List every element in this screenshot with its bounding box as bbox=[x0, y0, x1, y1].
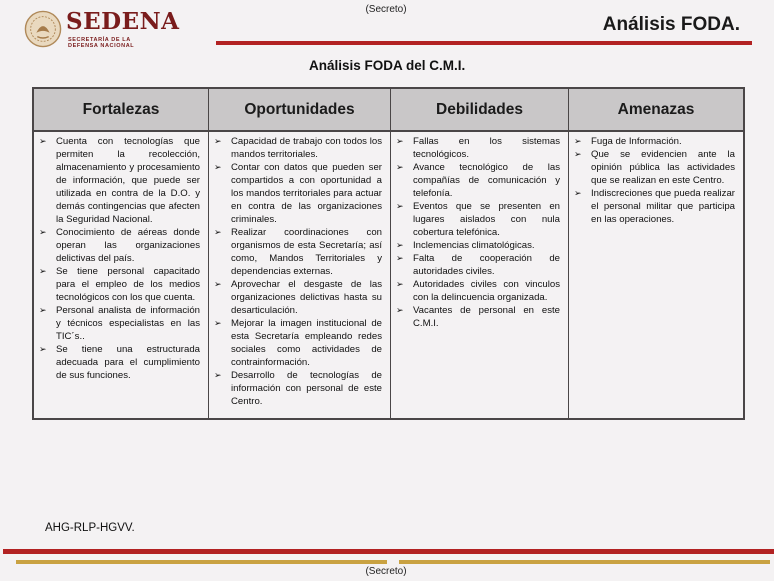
oportunidades-list bbox=[214, 135, 382, 408]
arrow-bullet-icon: ➢ bbox=[39, 344, 47, 354]
arrow-bullet-icon: ➢ bbox=[214, 318, 222, 328]
arrow-bullet-icon: ➢ bbox=[396, 253, 404, 263]
arrow-bullet-icon: ➢ bbox=[39, 266, 47, 276]
list-item-text: Avance tecnológico de las compañías de comunicación y telefonía. bbox=[413, 162, 560, 199]
list-item bbox=[396, 278, 560, 304]
arrow-bullet-icon: ➢ bbox=[396, 136, 404, 146]
arrow-bullet-icon: ➢ bbox=[39, 227, 47, 237]
list-item bbox=[214, 278, 382, 317]
list-item-text: Realizar coordinaciones con organismos de esta Secretaría; así como, Mandos Territoriales y dependencias externas. bbox=[231, 227, 382, 277]
list-item-text: Inclemencias climatológicas. bbox=[413, 240, 535, 251]
column-header-debilidades: Debilidades bbox=[391, 89, 569, 132]
classification-label-bottom: (Secreto) bbox=[365, 566, 407, 577]
arrow-bullet-icon: ➢ bbox=[396, 305, 404, 315]
list-item-text: Desarrollo de tecnologías de información con personal de este Centro. bbox=[231, 370, 382, 407]
amenazas-list bbox=[574, 135, 735, 226]
classification-label-top: (Secreto) bbox=[365, 4, 407, 15]
arrow-bullet-icon: ➢ bbox=[396, 201, 404, 211]
column-cell-debilidades bbox=[391, 132, 569, 418]
arrow-bullet-icon: ➢ bbox=[214, 227, 222, 237]
list-item bbox=[574, 148, 735, 187]
list-item bbox=[214, 135, 382, 161]
column-cell-amenazas bbox=[569, 132, 743, 418]
national-coat-of-arms-icon bbox=[24, 10, 62, 48]
list-item bbox=[39, 265, 200, 304]
list-item bbox=[39, 135, 200, 226]
header-title bbox=[603, 14, 740, 36]
list-item bbox=[39, 343, 200, 382]
column-header-fortalezas: Fortalezas bbox=[34, 89, 209, 132]
list-item bbox=[396, 239, 560, 252]
list-item bbox=[214, 369, 382, 408]
arrow-bullet-icon: ➢ bbox=[214, 279, 222, 289]
fortalezas-list bbox=[39, 135, 200, 382]
list-item-text: Eventos que se presenten en lugares aislados con nula cobertura telefónica. bbox=[413, 201, 560, 238]
list-item-text: Falta de cooperación de autoridades civiles. bbox=[413, 253, 560, 277]
top-red-rule bbox=[216, 41, 752, 45]
list-item-text: Fallas en los sistemas tecnológicos. bbox=[413, 136, 560, 160]
arrow-bullet-icon: ➢ bbox=[214, 162, 222, 172]
list-item-text: Indiscreciones que pueda realizar el personal militar que participa en las operaciones. bbox=[591, 188, 735, 225]
list-item-text: Se tiene una estructurada adecuada para el cumplimiento de sus funciones. bbox=[56, 344, 200, 381]
header-title-text: Análisis FODA. bbox=[602, 14, 740, 35]
foda-table bbox=[32, 87, 745, 420]
list-item bbox=[39, 304, 200, 343]
arrow-bullet-icon: ➢ bbox=[214, 136, 222, 146]
column-cell-fortalezas bbox=[34, 132, 209, 418]
list-item-text: Capacidad de trabajo con todos los mandos territoriales. bbox=[231, 136, 382, 160]
list-item-text: Autoridades civiles con vinculos con la delincuencia organizada. bbox=[413, 279, 560, 303]
list-item bbox=[214, 317, 382, 369]
list-item-text: Aprovechar el desgaste de las organizaciones delictivas hasta su desarticulación. bbox=[231, 279, 382, 316]
list-item-text: Vacantes de personal en este C.M.I. bbox=[413, 305, 560, 329]
list-item bbox=[396, 200, 560, 239]
column-header-amenazas: Amenazas bbox=[569, 89, 743, 132]
list-item bbox=[396, 252, 560, 278]
bottom-gold-rule-right bbox=[399, 560, 770, 564]
arrow-bullet-icon: ➢ bbox=[574, 149, 582, 159]
brand-subtitle-line1: SECRETARÍA DE LA bbox=[68, 37, 131, 43]
list-item bbox=[214, 161, 382, 226]
arrow-bullet-icon: ➢ bbox=[39, 136, 47, 146]
arrow-bullet-icon: ➢ bbox=[574, 136, 582, 146]
arrow-bullet-icon: ➢ bbox=[574, 188, 582, 198]
list-item bbox=[574, 187, 735, 226]
arrow-bullet-icon: ➢ bbox=[396, 240, 404, 250]
list-item bbox=[396, 135, 560, 161]
bottom-red-rule bbox=[3, 549, 774, 554]
list-item bbox=[214, 226, 382, 278]
bottom-gold-rule-left bbox=[16, 560, 387, 564]
debilidades-list bbox=[396, 135, 560, 330]
list-item-text: Que se evidencien ante la opinión pública las actividades que se realizan en este Centro. bbox=[591, 149, 735, 186]
brand-subtitle-line2: DEFENSA NACIONAL bbox=[68, 43, 135, 49]
list-item bbox=[396, 161, 560, 200]
list-item-text: Mejorar la imagen institucional de esta Secretaría empleando redes sociales como actividades de contrainformación. bbox=[231, 318, 382, 368]
list-item-text: Cuenta con tecnologías que permiten la recolección, almacenamiento y procesamiento de información, que puede ser utilizada en contra de la D.O. y demás contingencias que afecten la Seguridad Nacional. bbox=[56, 136, 200, 225]
list-item bbox=[396, 304, 560, 330]
list-item-text: Personal analista de información y técnicos especialistas en las TIC´s.. bbox=[56, 305, 200, 342]
arrow-bullet-icon: ➢ bbox=[39, 305, 47, 315]
list-item-text: Se tiene personal capacitado para el empleo de los medios tecnológicos con los que cuenta. bbox=[56, 266, 200, 303]
arrow-bullet-icon: ➢ bbox=[214, 370, 222, 380]
column-header-oportunidades: Oportunidades bbox=[209, 89, 391, 132]
list-item bbox=[39, 226, 200, 265]
author-initials: AHG-RLP-HGVV. bbox=[45, 522, 135, 534]
document-title: Análisis FODA del C.M.I. bbox=[309, 58, 466, 73]
arrow-bullet-icon: ➢ bbox=[396, 279, 404, 289]
list-item-text: Fuga de Información. bbox=[591, 136, 682, 147]
list-item-text: Conocimiento de aéreas donde operan las organizaciones delictivas del país. bbox=[56, 227, 200, 264]
list-item bbox=[574, 135, 735, 148]
list-item-text: Contar con datos que pueden ser compartidos a con oportunidad a los mandos territoriales para actuar en contra de las organizaciones criminales. bbox=[231, 162, 382, 225]
column-cell-oportunidades bbox=[209, 132, 391, 418]
brand-name: SEDENA bbox=[66, 8, 180, 35]
arrow-bullet-icon: ➢ bbox=[396, 162, 404, 172]
